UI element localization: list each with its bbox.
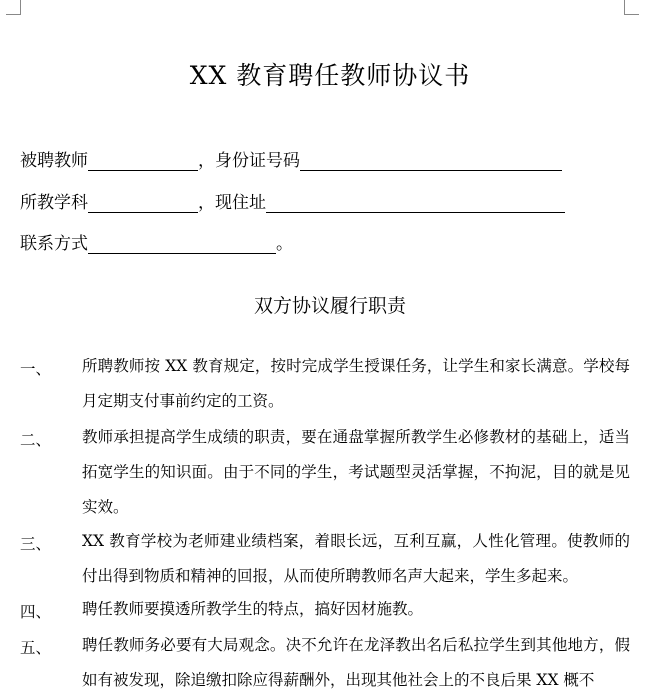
id-number-label: ，身份证号码	[198, 151, 300, 171]
list-item	[20, 600, 630, 627]
teacher-name-blank[interactable]	[88, 152, 198, 171]
list-item	[20, 357, 630, 419]
contact-line	[20, 229, 293, 254]
address-blank[interactable]	[266, 194, 565, 213]
list-item	[20, 428, 630, 525]
item-number: 五、	[20, 639, 52, 657]
address-label: ，现住址	[198, 193, 266, 213]
item-text: XX 教育学校为老师建业绩档案，着眼长远，互利互赢，人性化管理。使教师的付出得到物质和精神的回报，从而使所聘教师名声大起来，学生多起来。	[82, 532, 630, 585]
item-text: 教师承担提高学生成绩的职责，要在通盘掌握所教学生必修教材的基础上，适当拓宽学生的知识面。由于不同的学生，考试题型灵活掌握，不拘泥，目的就是见实效。	[82, 428, 630, 516]
item-text: 聘任教师要摸透所教学生的特点，搞好因材施教。	[82, 600, 424, 618]
contact-label: 联系方式	[20, 234, 88, 254]
subject-label: 所教学科	[20, 193, 88, 213]
subject-blank[interactable]	[88, 194, 198, 213]
section-title: 双方协议履行职责	[253, 295, 406, 317]
list-item	[20, 532, 630, 594]
item-number: 一、	[20, 360, 52, 378]
item-number: 二、	[20, 431, 52, 449]
document-title: XX 教育聘任教师协议书	[189, 61, 471, 90]
teacher-id-line	[20, 146, 562, 171]
item-text: 所聘教师按 XX 教育规定，按时完成学生授课任务，让学生和家长满意。学校每月定期支付事前约定的工资。	[82, 357, 630, 410]
page-corner-mark-left	[6, 0, 21, 15]
id-number-blank[interactable]	[300, 152, 562, 171]
page-corner-mark-right	[624, 0, 639, 15]
item-number: 三、	[20, 535, 52, 553]
subject-address-line	[20, 188, 565, 213]
item-text: 聘任教师务必要有大局观念。决不允许在龙泽教出名后私拉学生到其他地方，假如有被发现，除追缴扣除应得薪酬外，出现其他社会上的不良后果 XX 概不	[82, 636, 630, 689]
contact-end: 。	[276, 234, 293, 254]
contact-blank[interactable]	[88, 235, 276, 254]
item-number: 四、	[20, 603, 52, 621]
teacher-label: 被聘教师	[20, 151, 88, 171]
